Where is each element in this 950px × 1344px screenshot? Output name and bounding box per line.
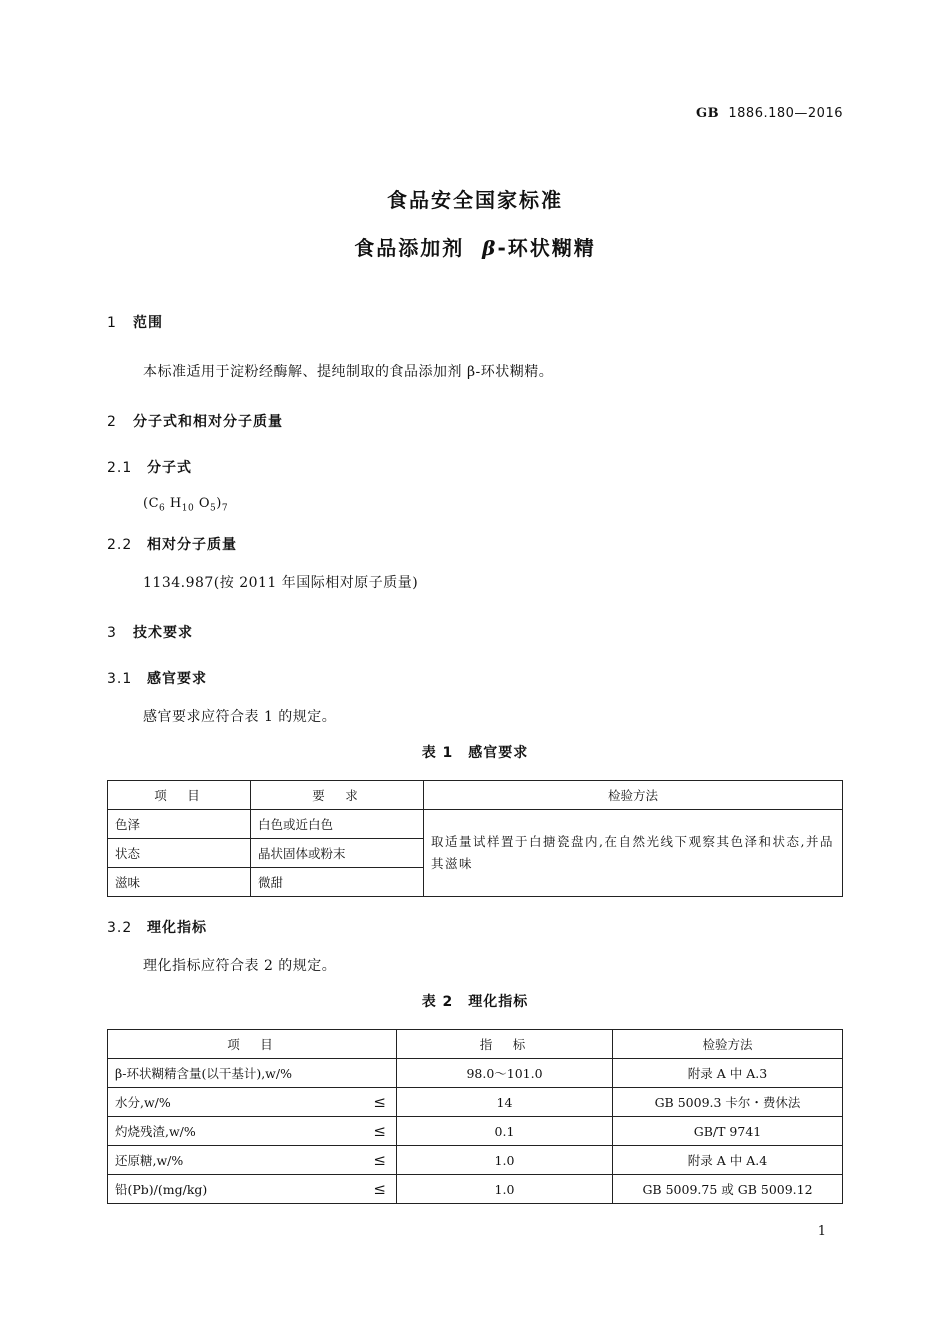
formula-part: (C (143, 496, 160, 511)
formula-sub: 10 (181, 503, 195, 514)
item-label: 还原糖,w/% (115, 1153, 184, 1168)
cell-method: 附录 A 中 A.4 (613, 1146, 843, 1175)
section-title: 技术要求 (133, 625, 193, 641)
table-row (108, 1117, 843, 1146)
le-symbol: ≤ (373, 1180, 386, 1198)
cell-item (108, 1146, 397, 1175)
standard-number (696, 106, 843, 121)
section-title: 分子式 (147, 460, 192, 476)
formula-sub: 7 (221, 503, 229, 514)
cell-method: 附录 A 中 A.3 (613, 1059, 843, 1088)
physicochemical-text: 理化指标应符合表 2 的规定。 (143, 958, 337, 974)
section-number: 2 (107, 414, 117, 430)
item-label: 水分,w/% (115, 1095, 171, 1110)
standard-prefix: GB (696, 106, 720, 121)
cell-requirement: 晶状固体或粉末 (251, 839, 424, 868)
cell-value: 98.0～101.0 (397, 1059, 613, 1088)
standard-code: 1886.180—2016 (728, 106, 843, 121)
cell-item: 色泽 (108, 810, 251, 839)
header-item: 项 目 (108, 1030, 397, 1059)
cell-method: 取适量试样置于白搪瓷盘内,在自然光线下观察其色泽和状态,并品其滋味 (424, 810, 843, 897)
document-title: 食品安全国家标准 (387, 188, 563, 212)
le-symbol: ≤ (373, 1122, 386, 1140)
table-1-caption: 表 1 感官要求 (421, 745, 529, 761)
section-number: 3 (107, 625, 117, 641)
cell-value: 1.0 (397, 1175, 613, 1204)
beta-symbol: β (482, 236, 498, 260)
table-header-row (108, 1030, 843, 1059)
cell-item (108, 1117, 397, 1146)
physicochemical-table (107, 1029, 843, 1204)
item-label: β-环状糊精含量(以干基计),w/% (115, 1066, 292, 1081)
header-method: 检验方法 (424, 781, 843, 810)
section-2-1-heading (107, 457, 192, 477)
cell-item: 滋味 (108, 868, 251, 897)
section-title: 相对分子质量 (147, 537, 237, 553)
page-number: 1 (817, 1224, 826, 1239)
sensory-text: 感官要求应符合表 1 的规定。 (143, 709, 337, 725)
section-title: 理化指标 (147, 920, 207, 936)
header-method: 检验方法 (613, 1030, 843, 1059)
section-3-1-heading (107, 668, 207, 688)
cell-method: GB 5009.3 卡尔・费休法 (613, 1088, 843, 1117)
section-number: 2.1 (107, 460, 133, 476)
cell-item (108, 1175, 397, 1204)
subtitle-suffix: -环状糊精 (497, 236, 596, 260)
item-label: 铅(Pb)/(mg/kg) (115, 1182, 208, 1197)
header-index: 指 标 (397, 1030, 613, 1059)
table-header-row (108, 781, 843, 810)
cell-method: GB/T 9741 (613, 1117, 843, 1146)
subtitle-prefix: 食品添加剂 (354, 236, 465, 260)
le-symbol: ≤ (373, 1151, 386, 1169)
table-row (108, 810, 843, 839)
section-2-heading (107, 411, 283, 431)
table-row (108, 1175, 843, 1204)
section-number: 1 (107, 315, 117, 331)
formula-part: O (194, 496, 210, 511)
section-number: 3.1 (107, 671, 133, 687)
section-title: 分子式和相对分子质量 (133, 414, 283, 430)
document-subtitle (0, 232, 950, 261)
section-2-2-heading (107, 534, 237, 554)
formula-part: ) (216, 496, 222, 511)
section-title: 范围 (133, 315, 163, 331)
formula-sub: 5 (210, 503, 217, 514)
cell-item (108, 1088, 397, 1117)
section-3-2-heading (107, 917, 207, 937)
table-row (108, 1059, 843, 1088)
cell-item: 状态 (108, 839, 251, 868)
item-label: 灼烧残渣,w/% (115, 1124, 196, 1139)
table-row (108, 1088, 843, 1117)
section-number: 2.2 (107, 537, 133, 553)
table-row (108, 1146, 843, 1175)
table-2-caption: 表 2 理化指标 (421, 994, 529, 1010)
le-symbol: ≤ (373, 1093, 386, 1111)
cell-item (108, 1059, 397, 1088)
header-requirement: 要 求 (251, 781, 424, 810)
section-number: 3.2 (107, 920, 133, 936)
sensory-table (107, 780, 843, 897)
section-1-heading (107, 312, 163, 332)
scope-text: 本标准适用于淀粉经酶解、提纯制取的食品添加剂 β-环状糊精。 (143, 364, 554, 380)
cell-value: 1.0 (397, 1146, 613, 1175)
molecular-formula (143, 496, 228, 514)
formula-sub: 6 (159, 503, 166, 514)
cell-requirement: 白色或近白色 (251, 810, 424, 839)
molecular-mass-text: 1134.987(按 2011 年国际相对原子质量) (143, 575, 419, 591)
header-item: 项 目 (108, 781, 251, 810)
cell-method: GB 5009.75 或 GB 5009.12 (613, 1175, 843, 1204)
cell-requirement: 微甜 (251, 868, 424, 897)
section-3-heading (107, 622, 193, 642)
cell-value: 0.1 (397, 1117, 613, 1146)
cell-value: 14 (397, 1088, 613, 1117)
formula-part: H (165, 496, 182, 511)
section-title: 感官要求 (147, 671, 207, 687)
